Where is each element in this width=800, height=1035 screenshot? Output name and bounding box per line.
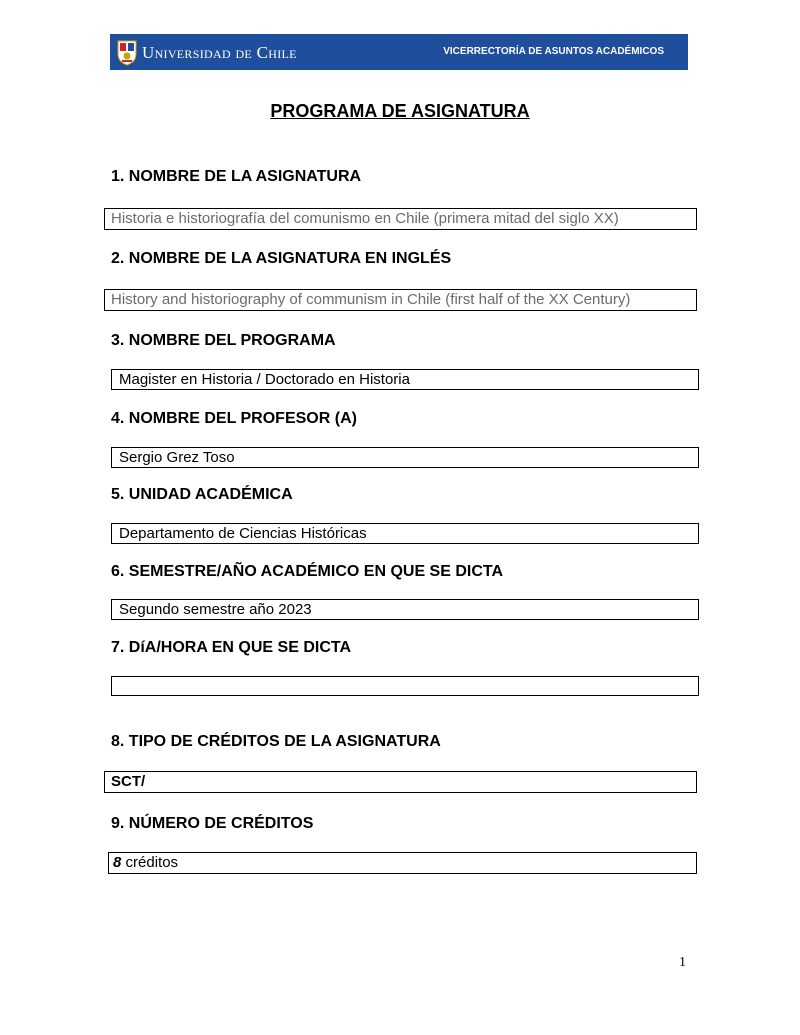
section-heading-schedule: 7. DíA/HORA EN QUE SE DICTA — [111, 639, 352, 656]
field-professor: Sergio Grez Toso — [111, 447, 699, 468]
section-heading-credit-number: 9. NÚMERO DE CRÉDITOS — [111, 815, 314, 832]
university-name: Universidad de Chile — [142, 43, 297, 62]
field-program-name: Magister en Historia / Doctorado en Historia — [111, 369, 699, 390]
credit-number-unit: créditos — [121, 854, 179, 871]
section-heading-subject-name: 1. NOMBRE DE LA ASIGNATURA — [111, 168, 362, 185]
vicerrectoria-label: VICERRECTORÍA DE ASUNTOS ACADÉMICOS — [443, 46, 664, 57]
section-heading-program-name: 3. NOMBRE DEL PROGRAMA — [111, 332, 336, 349]
document-title: PROGRAMA DE ASIGNATURA — [270, 101, 530, 121]
university-crest-icon — [116, 38, 138, 66]
field-semester: Segundo semestre año 2023 — [111, 599, 699, 620]
credit-number-value: 8 — [113, 854, 122, 871]
field-credit-number — [108, 852, 697, 874]
field-credit-type: SCT/ — [104, 771, 697, 793]
section-heading-credit-type: 8. TIPO DE CRÉDITOS DE LA ASIGNATURA — [111, 733, 441, 750]
header-banner — [110, 34, 688, 70]
section-heading-academic-unit: 5. UNIDAD ACADÉMICA — [111, 486, 293, 503]
page-number: 1 — [679, 955, 686, 970]
field-subject-name-english: History and historiography of communism in Chile (first half of the XX Century) — [104, 289, 697, 311]
section-heading-subject-name-english: 2. NOMBRE DE LA ASIGNATURA EN INGLÉS — [111, 250, 452, 267]
field-subject-name: Historia e historiografía del comunismo en Chile (primera mitad del siglo XX) — [104, 208, 697, 230]
section-heading-professor: 4. NOMBRE DEL PROFESOR (A) — [111, 410, 357, 427]
field-schedule — [111, 676, 699, 696]
section-heading-semester: 6. SEMESTRE/AÑO ACADÉMICO EN QUE SE DICTA — [111, 563, 504, 580]
field-academic-unit: Departamento de Ciencias Históricas — [111, 523, 699, 544]
